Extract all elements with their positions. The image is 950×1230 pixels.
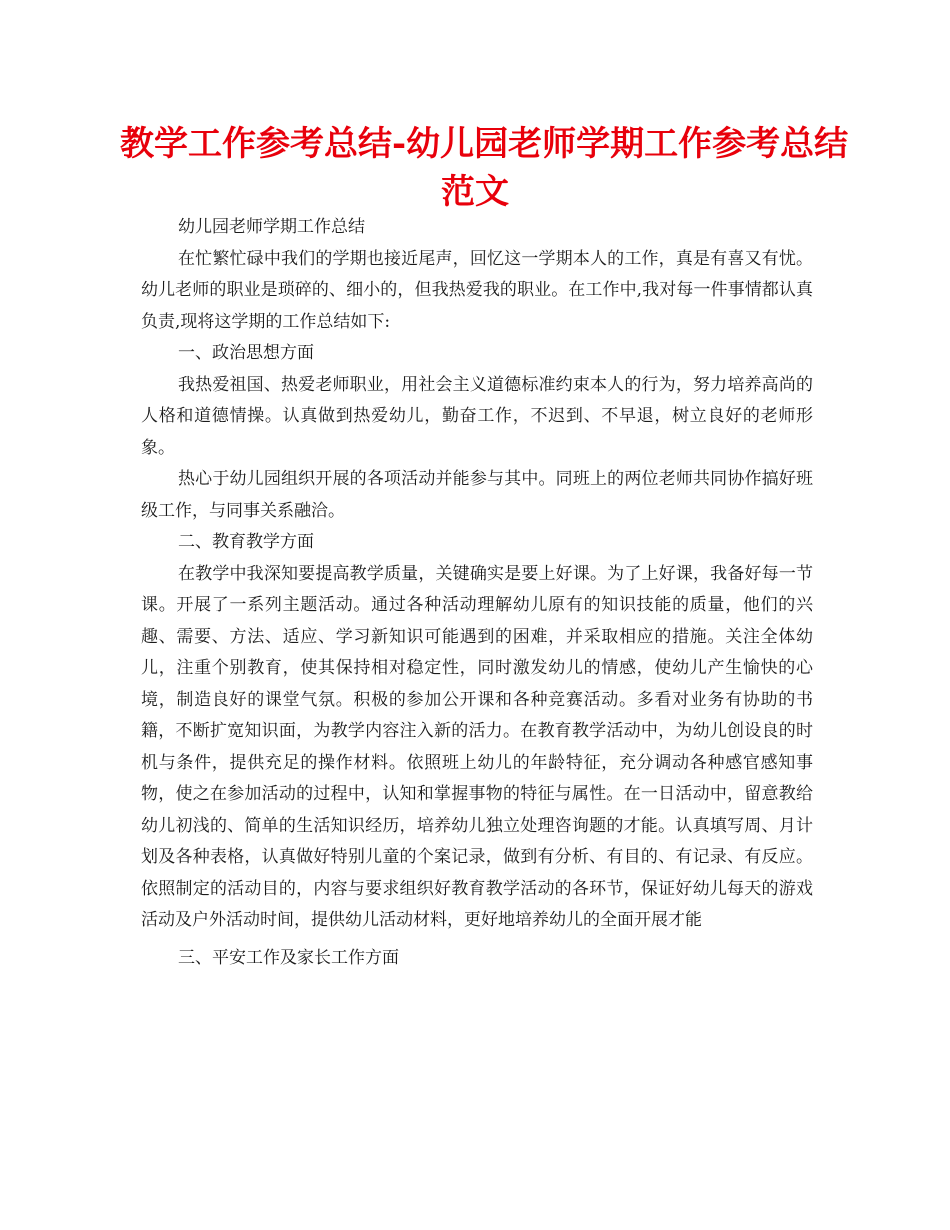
- title-line-2: 范文: [441, 172, 509, 212]
- section-3-heading: 三、平安工作及家长工作方面: [178, 947, 399, 968]
- document-title: [120, 120, 849, 216]
- section-1-paragraph-2: 热心于幼儿园组织开展的各项活动并能参与其中。同班上的两位老师共同协作搞好班级工作，与同事关系融洽。: [141, 469, 813, 521]
- section-2-heading: 二、教育教学方面: [178, 532, 314, 552]
- intro-paragraph: 在忙繁忙碌中我们的学期也接近尾声，回忆这一学期本人的工作，真是有喜又有忧。幼儿老师的职业是琐碎的、细小的，但我热爱我的职业。在工作中,我对每一件事情都认真负责,现将这学期的工作总结如下:: [141, 248, 813, 332]
- section-2-paragraph-1: 在教学中我深知要提高教学质量，关键确实是要上好课。为了上好课，我备好每一节课。开展了一系列主题活动。通过各种活动理解幼儿原有的知识技能的质量，他们的兴趣、需要、方法、适应、学习新知识可能遇到的困难，并采取相应的措施。关注全体幼儿，注重个别教育，使其保持相对稳定性，同时激发幼儿的情感，使幼儿产生愉快的心境，制造良好的课堂气氛。积极的参加公开课和各种竞赛活动。多看对业务有协助的书籍，不断扩宽知识面，为教学内容注入新的活力。在教育教学活动中，为幼儿创设良的时机与条件，提供充足的操作材料。依照班上幼儿的年龄特征，充分调动各种感官感知事物，使之在参加活动的过程中，认知和掌握事物的特征与属性。在一日活动中，留意教给幼儿初浅的、简单的生活知识经历，培养幼儿独立处理咨询题的才能。认真填写周、月计划及各种表格，认真做好特别儿童的个案记录，做到有分析、有目的、有记录、有反应。依照制定的活动目的，内容与要求组织好教育教学活动的各环节，保证好幼儿每天的游戏活动及户外活动时间，提供幼儿活动材料，更好地培养幼儿的全面开展才能: [141, 563, 813, 930]
- section-1-paragraph-1: 我热爱祖国、热爱老师职业，用社会主义道德标准约束本人的行为，努力培养高尚的人格和道德情操。认真做到热爱幼儿，勤奋工作，不迟到、不早退，树立良好的老师形象。: [141, 374, 813, 458]
- document-body: [141, 212, 813, 974]
- section-1-heading: 一、政治思想方面: [178, 343, 314, 363]
- title-line-1: 教学工作参考总结-幼儿园老师学期工作参考总结: [120, 124, 849, 164]
- document-subtitle: 幼儿园老师学期工作总结: [178, 217, 365, 237]
